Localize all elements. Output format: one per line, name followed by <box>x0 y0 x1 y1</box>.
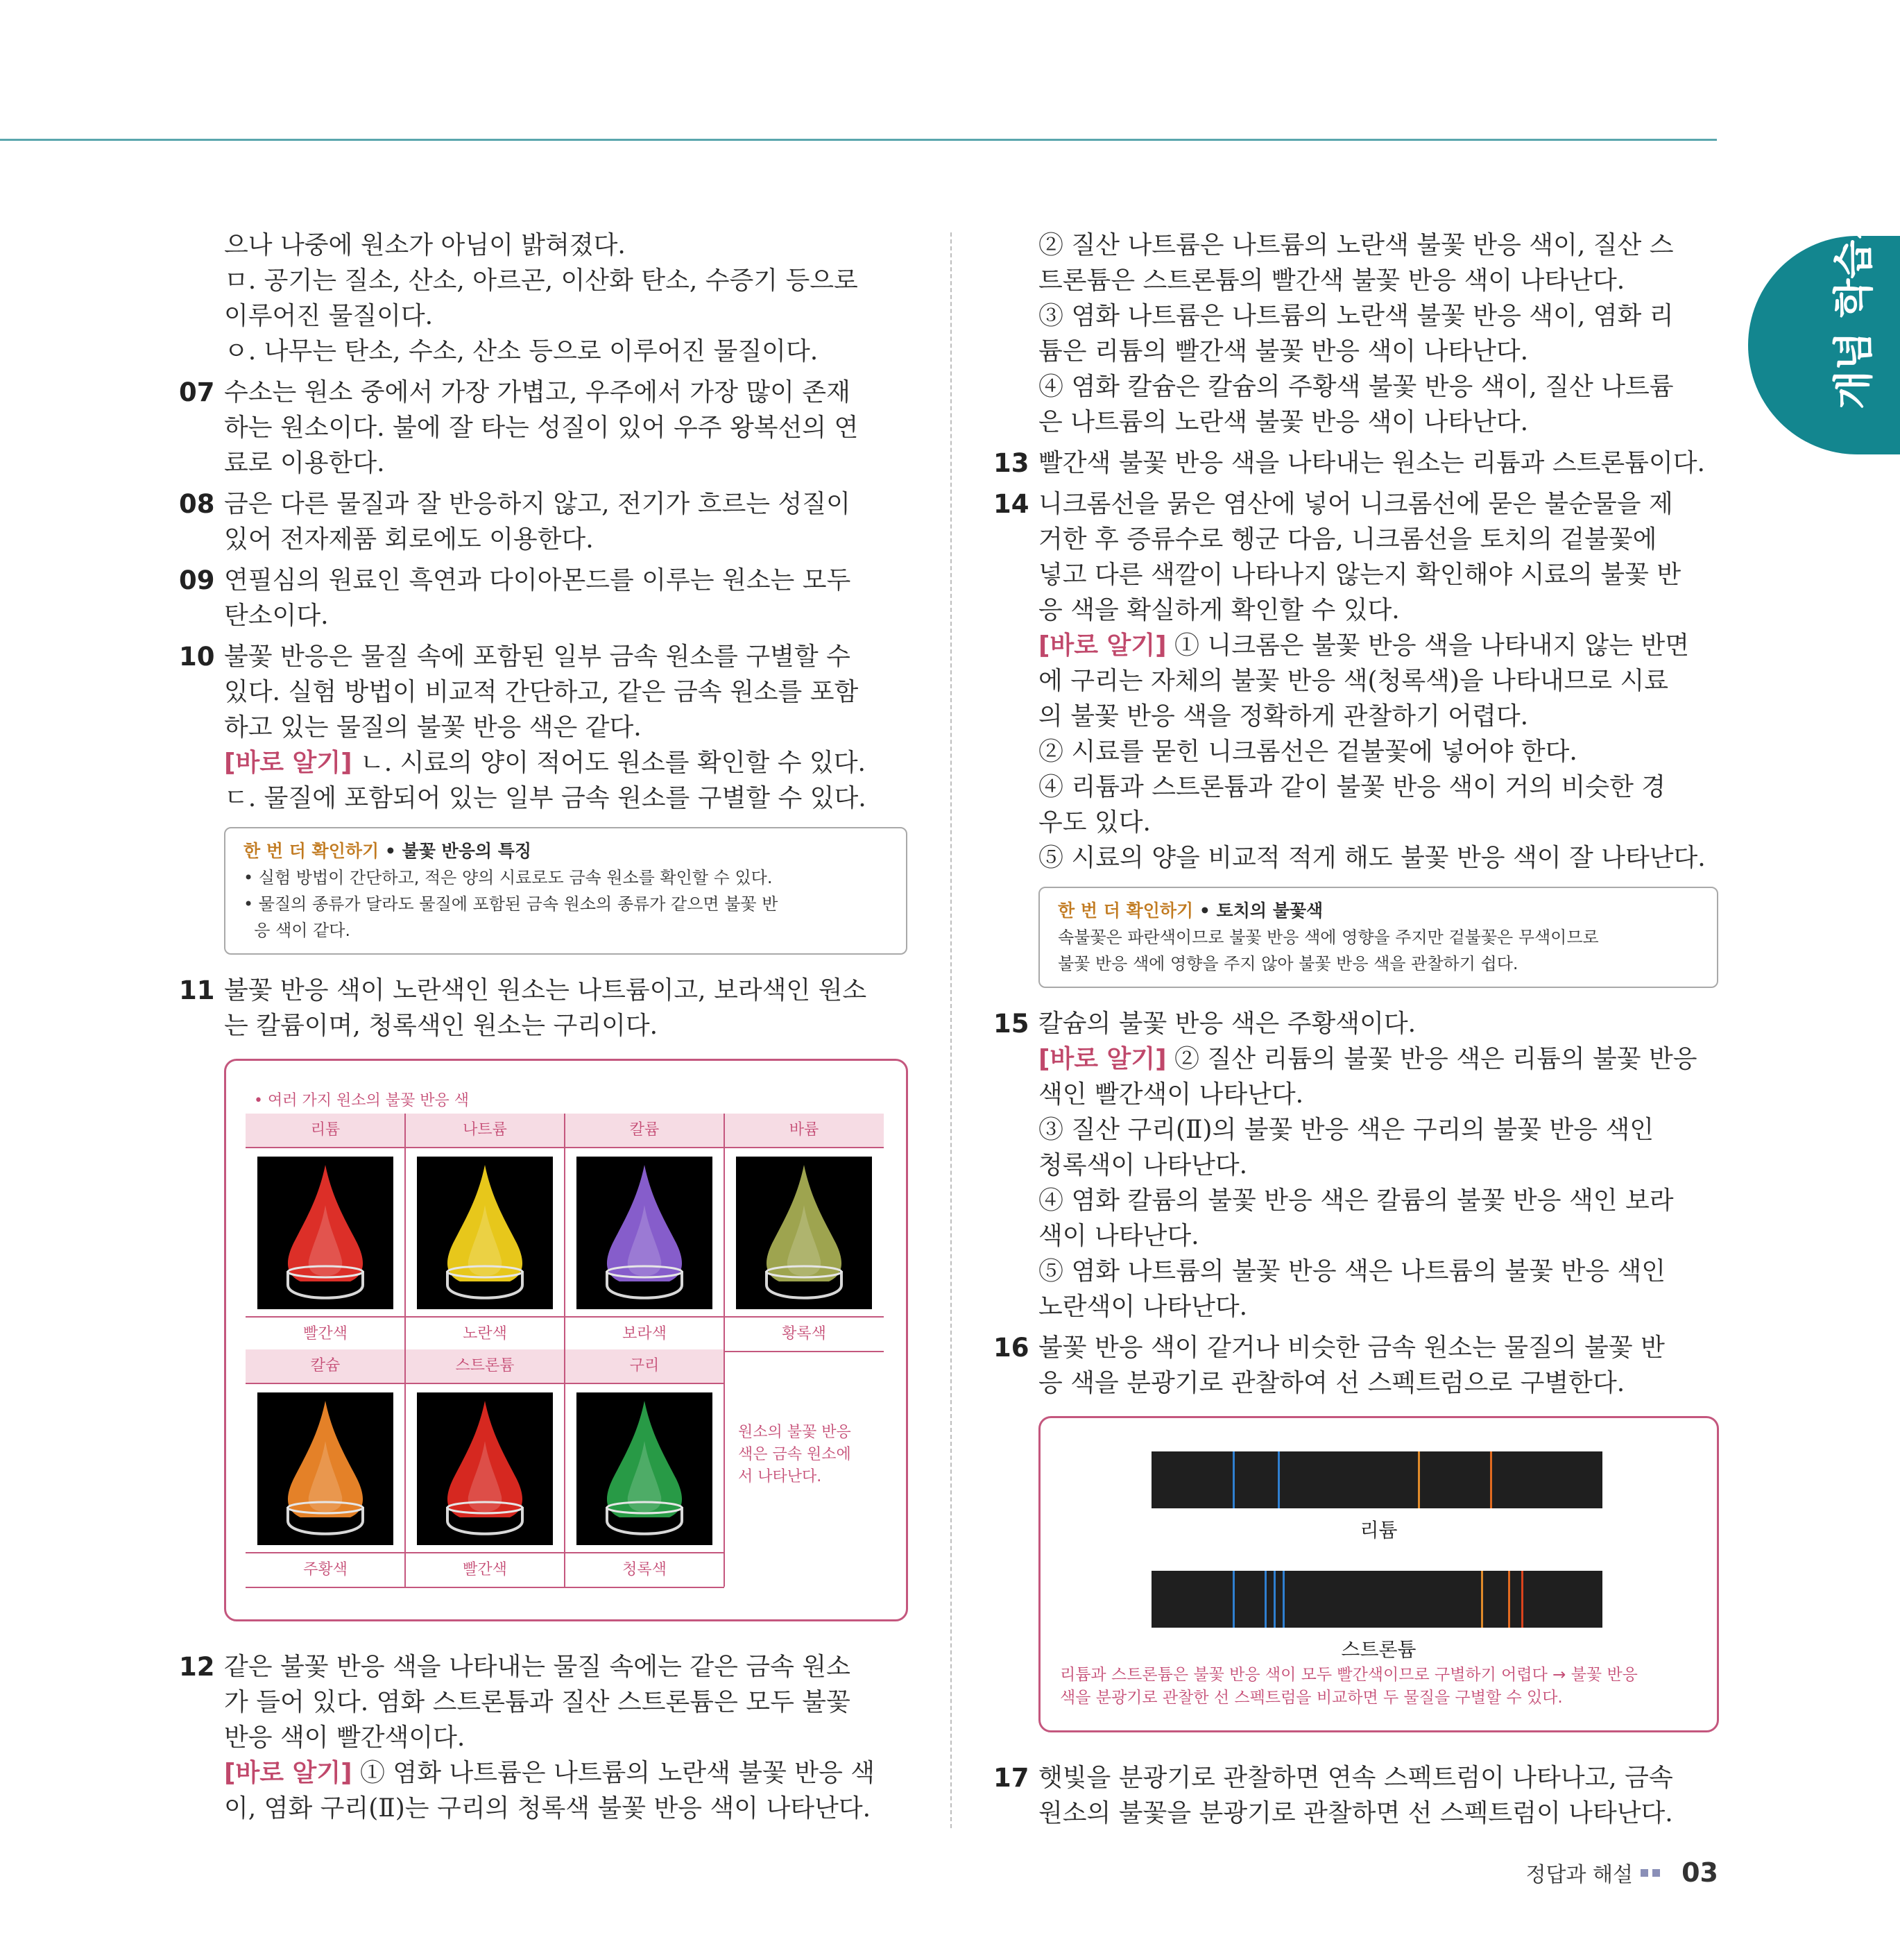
text-line: ② 질산 나트륨은 나트륨의 노란색 불꽃 반응 색이, 질산 스 <box>1038 231 1674 259</box>
flame-color-label: 빨간색 <box>405 1552 565 1588</box>
flame-color-label: 청록색 <box>565 1552 724 1588</box>
section-tab <box>1748 201 1900 454</box>
flame-color-label: 보라색 <box>565 1316 724 1352</box>
text-line: 원소의 불꽃을 분광기로 관찰하면 선 스펙트럼이 나타난다. <box>1038 1799 1673 1827</box>
text-line: 이루어진 물질이다. <box>224 302 434 330</box>
quick-check-text: ① 니크롬은 불꽃 반응 색을 나타내지 않는 반면 <box>1166 631 1690 660</box>
recheck-topic: • 불꽃 반응의 특징 <box>379 841 532 861</box>
recheck-label: 한 번 더 확인하기 <box>243 841 379 861</box>
quick-check-line <box>1038 1041 1718 1077</box>
text-line: 넣고 다른 색깔이 나타나지 않는지 확인해야 시료의 불꽃 반 <box>1038 561 1681 589</box>
text-line: ㅇ. 나무는 탄소, 수소, 산소 등으로 이루어진 물질이다. <box>224 337 819 366</box>
figure-note <box>738 1422 877 1488</box>
recheck-line: 불꽃 반응 색에 영향을 주지 않아 불꽃 반응 색을 관찰하기 쉽다. <box>1058 954 1518 973</box>
flame-element-header: 리튬 <box>246 1114 405 1148</box>
text-line: 료로 이용한다. <box>224 449 385 477</box>
text-line: 튬은 리튬의 빨간색 불꽃 반응 색이 나타난다. <box>1038 337 1529 366</box>
text-line: 하고 있는 물질의 불꽃 반응 색은 같다. <box>224 713 642 742</box>
recheck-title <box>243 838 891 864</box>
section-tab-label: 개념 학습서 <box>1830 201 1877 409</box>
text-line: ④ 염화 칼슘은 칼슘의 주황색 불꽃 반응 색이, 질산 나트륨 <box>1038 373 1674 401</box>
text-line: 칼슘의 불꽃 반응 색은 주황색이다. <box>1038 1009 1417 1038</box>
spectral-line <box>1490 1451 1492 1508</box>
quick-check-line <box>224 745 907 781</box>
text-line: 하는 원소이다. 불에 잘 타는 성질이 있어 우주 왕복선의 연 <box>224 414 859 442</box>
spectral-line <box>1508 1571 1510 1628</box>
answer-number: 08 <box>179 489 215 519</box>
column-rule <box>564 1114 565 1351</box>
text-line: 청록색이 나타난다. <box>1038 1151 1248 1179</box>
spectrum-element-label: 리튬 <box>1360 1519 1398 1542</box>
answer-16 <box>993 1330 1718 1401</box>
text-line: 으나 나중에 원소가 아님이 밝혀졌다. <box>224 231 626 259</box>
flame-photo <box>257 1157 393 1309</box>
answer-14 <box>993 486 1718 876</box>
text-line: 트론튬은 스트론튬의 빨간색 불꽃 반응 색이 나타난다. <box>1038 266 1625 295</box>
spectral-line <box>1521 1571 1523 1628</box>
text-line: 노란색이 나타난다. <box>1038 1293 1248 1321</box>
answer-09 <box>179 563 907 633</box>
column-rule <box>564 1349 565 1587</box>
figure-note-line: 서 나타난다. <box>738 1468 822 1485</box>
flame-photo <box>576 1392 712 1545</box>
figure-note-line: 원소의 불꽃 반응 <box>738 1424 851 1441</box>
flame-color-label: 빨간색 <box>246 1316 405 1352</box>
flame-photo <box>736 1157 872 1309</box>
flame-color-label: 주황색 <box>246 1552 405 1588</box>
text-line: 금은 다른 물질과 잘 반응하지 않고, 전기가 흐르는 성질이 <box>224 490 850 518</box>
answer-10 <box>179 639 907 816</box>
spectrum-bar <box>1152 1451 1602 1508</box>
column-rule <box>724 1114 725 1351</box>
flame-element-header: 나트륨 <box>405 1114 565 1148</box>
page-number: 03 <box>1681 1857 1718 1888</box>
text-line: 불꽃 반응은 물질 속에 포함된 일부 금속 원소를 구별할 수 <box>224 642 850 671</box>
flame-photo <box>257 1392 393 1545</box>
quick-check-line <box>224 1755 907 1791</box>
recheck-line: 속불꽃은 파란색이므로 불꽃 반응 색에 영향을 주지만 겉불꽃은 무색이므로 <box>1058 928 1599 947</box>
answer-07 <box>179 375 907 481</box>
flame-photo <box>576 1157 712 1309</box>
text-line: ⑤ 시료의 양을 비교적 적게 해도 불꽃 반응 색이 잘 나타난다. <box>1038 844 1706 872</box>
flame-element-header: 스트론튬 <box>405 1349 565 1384</box>
spectral-line <box>1265 1571 1267 1628</box>
figure-note-line: 색을 분광기로 관찰한 선 스펙트럼을 비교하면 두 물질을 구별할 수 있다. <box>1060 1689 1563 1707</box>
column-rule <box>404 1349 406 1587</box>
quick-check-text: ㄴ. 시료의 양이 적어도 원소를 확인할 수 있다. <box>352 749 866 777</box>
answer-number: 16 <box>993 1333 1029 1363</box>
answer-number: 12 <box>179 1652 215 1682</box>
text-line: 불꽃 반응 색이 같거나 비슷한 금속 원소는 물질의 불꽃 반 <box>1038 1333 1665 1362</box>
flame-color-label: 노란색 <box>405 1316 565 1352</box>
recheck-topic: • 토치의 불꽃색 <box>1193 901 1324 921</box>
answer-12 <box>179 1649 907 1826</box>
figure-note-line: 리튬과 스트론튬은 불꽃 반응 색이 모두 빨간색이므로 구별하기 어렵다 → 불꽃 반응 <box>1060 1666 1638 1684</box>
answer-number: 09 <box>179 565 215 595</box>
text-line: 응 색을 분광기로 관찰하여 선 스펙트럼으로 구별한다. <box>1038 1369 1625 1397</box>
text-line: 있다. 실험 방법이 비교적 간단하고, 같은 금속 원소를 포함 <box>224 678 859 706</box>
spectral-line <box>1233 1571 1235 1628</box>
answer-11 <box>179 973 907 1043</box>
text-line: 응 색을 확실하게 확인할 수 있다. <box>1038 596 1400 624</box>
footer-square-icon <box>1652 1869 1660 1877</box>
text-line: 우도 있다. <box>1038 808 1151 837</box>
text-line: 의 불꽃 반응 색을 정확하게 관찰하기 어렵다. <box>1038 702 1529 731</box>
recheck-title <box>1058 898 1702 924</box>
answer-number: 10 <box>179 642 215 672</box>
recheck-box-flame-features <box>224 827 907 955</box>
text-line: 은 나트륨의 노란색 불꽃 반응 색이 나타난다. <box>1038 408 1529 436</box>
text-line: 는 칼륨이며, 청록색인 원소는 구리이다. <box>224 1012 658 1040</box>
recheck-line: • 물질의 종류가 달라도 물질에 포함된 금속 원소의 종류가 같으면 불꽃 반 <box>243 894 778 914</box>
answer-number: 14 <box>993 489 1029 519</box>
flame-photo-icon <box>576 1157 712 1309</box>
text-line: 탄소이다. <box>224 602 329 630</box>
text-line: ⑤ 염화 나트륨의 불꽃 반응 색은 나트륨의 불꽃 반응 색인 <box>1038 1257 1666 1286</box>
text-line: 햇빛을 분광기로 관찰하면 연속 스펙트럼이 나타나고, 금속 <box>1038 1764 1673 1792</box>
flame-element-header: 바륨 <box>724 1114 884 1148</box>
text-line: 수소는 원소 중에서 가장 가볍고, 우주에서 가장 많이 존재 <box>224 378 850 407</box>
spectral-line <box>1283 1571 1285 1628</box>
flame-color-label: 황록색 <box>724 1316 884 1352</box>
quick-check-label: [바로 알기] <box>224 749 352 777</box>
figure-note-line: 색은 금속 원소에 <box>738 1446 851 1463</box>
flame-photo <box>417 1392 553 1545</box>
flame-color-figure <box>224 1059 908 1621</box>
text-line: 있어 전자제품 회로에도 이용한다. <box>224 525 594 554</box>
answer-number: 17 <box>993 1763 1029 1793</box>
answer-number: 11 <box>179 975 215 1005</box>
text-line: 거한 후 증류수로 헹군 다음, 니크롬선을 토치의 겉불꽃에 <box>1038 525 1657 554</box>
column-rule <box>724 1349 725 1587</box>
left-column <box>179 228 907 1826</box>
quick-check-label: [바로 알기] <box>1038 1045 1167 1073</box>
text-line: 빨간색 불꽃 반응 색을 나타내는 원소는 리튬과 스트론튬이다. <box>1038 449 1705 477</box>
flame-element-header: 칼슘 <box>246 1349 405 1384</box>
answer-15 <box>993 1006 1718 1324</box>
top-rule <box>0 139 1717 141</box>
text-line: ㅁ. 공기는 질소, 산소, 아르곤, 이산화 탄소, 수증기 등으로 <box>224 266 858 295</box>
spectral-line <box>1481 1571 1483 1628</box>
flame-photo-icon <box>257 1157 393 1309</box>
recheck-box-torch-flame <box>1038 887 1718 988</box>
flame-photo-icon <box>257 1392 393 1545</box>
text-line: ㄷ. 물질에 포함되어 있는 일부 금속 원소를 구별할 수 있다. <box>224 784 866 812</box>
answer-13 <box>993 445 1718 481</box>
spectrum-bar <box>1152 1571 1602 1628</box>
spectral-line <box>1233 1451 1235 1508</box>
quick-check-line <box>1038 628 1718 663</box>
answer-number: 15 <box>993 1009 1029 1039</box>
page-footer <box>1525 1857 1718 1888</box>
figure-caption: • 여러 가지 원소의 불꽃 반응 색 <box>254 1092 469 1109</box>
figure-note <box>1060 1664 1705 1710</box>
text-line: ④ 염화 칼륨의 불꽃 반응 색은 칼륨의 불꽃 반응 색인 보라 <box>1038 1186 1674 1215</box>
recheck-line: • 실험 방법이 간단하고, 적은 양의 시료로도 금속 원소를 확인할 수 있다. <box>243 868 773 887</box>
quick-check-label: [바로 알기] <box>224 1759 352 1787</box>
text-line: 색인 빨간색이 나타난다. <box>1038 1080 1304 1109</box>
text-line: 니크롬선을 묽은 염산에 넣어 니크롬선에 묻은 불순물을 제 <box>1038 490 1673 518</box>
continued-text <box>179 228 907 369</box>
flame-element-header: 칼륨 <box>565 1114 724 1148</box>
spectral-line <box>1418 1451 1420 1508</box>
flame-element-header: 구리 <box>565 1349 724 1384</box>
continued-text <box>993 228 1718 440</box>
quick-check-label: [바로 알기] <box>1038 631 1167 660</box>
text-line: ② 시료를 묻힌 니크롬선은 겉불꽃에 넣어야 한다. <box>1038 738 1577 766</box>
text-line: 같은 불꽃 반응 색을 나타내는 물질 속에는 같은 금속 원소 <box>224 1653 850 1681</box>
column-rule <box>404 1114 406 1351</box>
text-line: ③ 질산 구리(Ⅱ)의 불꽃 반응 색은 구리의 불꽃 반응 색인 <box>1038 1116 1654 1144</box>
text-line: 색이 나타난다. <box>1038 1222 1199 1250</box>
column-divider <box>950 232 952 1828</box>
text-line: ④ 리튬과 스트론튬과 같이 불꽃 반응 색이 거의 비슷한 경 <box>1038 773 1666 801</box>
flame-photo-icon <box>417 1157 553 1309</box>
recheck-label: 한 번 더 확인하기 <box>1058 901 1194 921</box>
quick-check-text: ② 질산 리튬의 불꽃 반응 색은 리튬의 불꽃 반응 <box>1166 1045 1697 1073</box>
spectrum-element-label: 스트론튬 <box>1341 1638 1417 1661</box>
flame-photo <box>417 1157 553 1309</box>
footer-title: 정답과 해설 <box>1525 1863 1633 1887</box>
answer-number: 07 <box>179 377 215 407</box>
flame-photo-icon <box>736 1157 872 1309</box>
answer-number: 13 <box>993 448 1029 478</box>
answer-08 <box>179 486 907 557</box>
spectral-line <box>1278 1451 1280 1508</box>
footer-square-icon <box>1641 1869 1648 1877</box>
right-column <box>993 228 1718 1831</box>
quick-check-text: ① 염화 나트륨은 나트륨의 노란색 불꽃 반응 색 <box>352 1759 875 1787</box>
text-line: 반응 색이 빨간색이다. <box>224 1723 465 1752</box>
text-line: 불꽃 반응 색이 노란색인 원소는 나트륨이고, 보라색인 원소 <box>224 976 867 1005</box>
answer-17 <box>993 1760 1718 1831</box>
flame-photo-icon <box>576 1392 712 1545</box>
text-line: ③ 염화 나트륨은 나트륨의 노란색 불꽃 반응 색이, 염화 리 <box>1038 302 1674 330</box>
flame-photo-icon <box>417 1392 553 1545</box>
text-line: 이, 염화 구리(Ⅱ)는 구리의 청록색 불꽃 반응 색이 나타난다. <box>224 1794 871 1823</box>
text-line: 가 들어 있다. 염화 스트론튬과 질산 스트론튬은 모두 불꽃 <box>224 1688 850 1716</box>
line-spectrum-figure <box>1038 1416 1719 1732</box>
text-line: 에 구리는 자체의 불꽃 반응 색(청록색)을 나타내므로 시료 <box>1038 667 1669 695</box>
recheck-line: 응 색이 같다. <box>243 921 351 940</box>
text-line: 연필심의 원료인 흑연과 다이아몬드를 이루는 원소는 모두 <box>224 566 851 595</box>
spectral-line <box>1274 1571 1276 1628</box>
